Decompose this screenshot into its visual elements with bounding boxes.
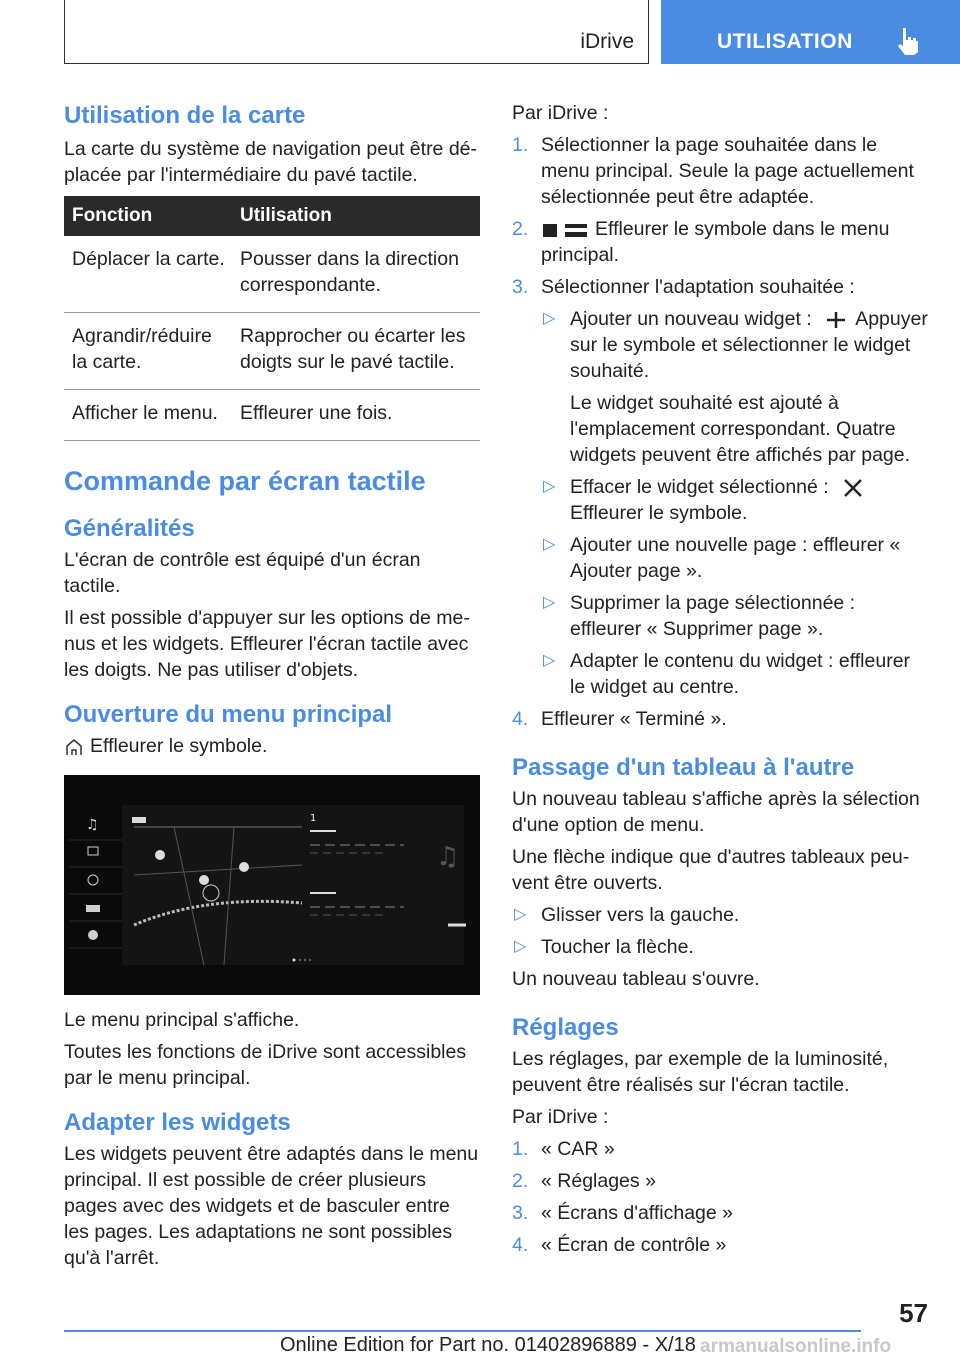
table-row [64,313,480,390]
triangle-bullet-icon: ▷ [543,652,556,669]
table-cell: Effleurer une fois. [232,390,480,441]
list-item [512,216,928,268]
table-cell: Pousser dans la direction correspondante. [232,236,480,313]
step-text: « Réglages » [541,1170,656,1192]
footer-divider [64,1330,861,1332]
list-item [512,1232,928,1258]
option-text: Effleurer le symbole. [570,502,748,524]
left-column [64,100,480,1271]
header-section-label: iDrive [580,30,634,53]
menu-access-text: Toutes les fonctions de iDrive sont accessibles par le menu principal. [64,1041,467,1089]
list-item [512,934,928,960]
triangle-bullet-icon: ▷ [514,906,527,923]
list-item [512,274,928,700]
table-row [64,390,480,441]
step-text: Sélectionner l'adaptation souhaitée : [541,276,855,298]
step-text: « Écran de contrôle » [541,1234,727,1256]
list-item [541,532,928,584]
svg-text:♫: ♫ [436,842,460,872]
step-text: « CAR » [541,1138,615,1160]
list-item [512,1200,928,1226]
adaptation-options-list [541,306,928,700]
list-item [541,590,928,642]
list-item [541,648,928,700]
edit-widgets-icon [541,221,589,239]
table-header-function: Fonction [64,196,232,236]
step-number: 3. [512,1202,529,1224]
list-item [512,1168,928,1194]
settings-paragraph: Les réglages, par exemple de la luminosité, peuvent être réalisés sur l'écran tactile. [512,1048,889,1096]
right-column [512,100,928,1258]
step-number: 4. [512,708,529,730]
list-item [512,1136,928,1162]
triangle-bullet-icon: ▷ [543,478,556,495]
option-note: Le widget souhaité est ajouté à l'emplacement correspondant. Quatre widgets peuvent être affichés par page. [570,392,911,466]
header-section-box [64,0,649,64]
settings-steps-list [512,1136,928,1258]
adapt-widgets-text: Les widgets peuvent être adaptés dans le menu principal. Il est possible de créer plusieurs pages avec des widgets et de basculer entre les pages. Les adaptations ne sont possibles qu'à l'arrêt. [64,1143,479,1269]
step-text: Effleurer le symbole dans le menu principal. [541,218,890,266]
option-text: Effacer le widget sélectionné : [570,476,829,498]
triangle-bullet-icon: ▷ [543,536,556,553]
bullet-text: Glisser vers la gauche. [541,904,740,926]
menu-appears-text: Le menu principal s'affiche. [64,1009,300,1031]
main-menu-screen-graphic [64,775,480,995]
list-item [512,132,928,210]
option-text: Appuyer sur le symbole et sélectionner le widget souhaité. [570,308,928,382]
table-header-usage: Utilisation [232,196,480,236]
open-menu-text: Effleurer le symbole. [90,735,268,757]
option-text: Ajouter un nouveau widget : [570,308,812,330]
svg-text:1: 1 [310,813,317,824]
hand-pointer-icon [894,26,922,56]
step-number: 2. [512,1170,529,1192]
step-number: 3. [512,276,529,298]
list-item [512,706,928,732]
triangle-bullet-icon: ▷ [514,938,527,955]
table-row [64,236,480,313]
option-text: Ajouter une nouvelle page : effleurer « Ajouter page ». [570,534,901,582]
general-paragraph-1: L'écran de contrôle est équipé d'un écran tactile. [64,549,421,597]
header-chapter-label: UTILISATION [717,30,853,53]
step-text: Effleurer « Terminé ». [541,708,727,730]
general-paragraph-2: Il est possible d'appuyer sur les options de menus et les widgets. Effleurer l'écran tactile avec les doigts. Ne pas utiliser d'objets. [64,607,470,681]
step-number: 4. [512,1234,529,1256]
list-item [541,474,928,526]
map-usage-heading: Utilisation de la carte [64,102,306,129]
step-number: 2. [512,218,529,240]
settings-by-idrive: Par iDrive : [512,1106,609,1128]
header-chapter-box [661,0,960,64]
plus-icon [825,311,847,329]
step-number: 1. [512,134,529,156]
table-cell: Agrandir/réduire la carte. [64,313,232,390]
table-header-row [64,196,480,236]
switch-paragraph-2: Une flèche indique que d'autres tableaux peuvent être ouverts. [512,846,910,894]
touch-control-heading: Commande par écran tactile [64,466,426,496]
step-text: « Écrans d'affichage » [541,1202,733,1224]
open-menu-heading: Ouverture du menu principal [64,701,393,728]
table-cell: Déplacer la carte. [64,236,232,313]
settings-heading: Réglages [512,1014,619,1041]
watermark: armanualsonline.info [700,1336,892,1357]
main-menu-screenshot [64,775,480,995]
footer-edition: Online Edition for Part no. 01402896889 - X/18 [280,1334,696,1356]
table-cell: Rapprocher ou écarter les doigts sur le pavé tactile. [232,313,480,390]
map-usage-intro: La carte du système de navigation peut être déplacée par l'intermédiaire du pavé tactile. [64,138,478,186]
list-item [512,902,928,928]
table-cell: Afficher le menu. [64,390,232,441]
option-text: Supprimer la page sélectionnée : effleurer « Supprimer page ». [570,592,856,640]
switch-paragraph-1: Un nouveau tableau s'affiche après la sélection d'une option de menu. [512,788,920,836]
step-number: 1. [512,1138,529,1160]
switch-panel-heading: Passage d'un tableau à l'autre [512,754,855,781]
svg-text:♫: ♫ [86,817,99,833]
open-menu-instruction [64,733,480,759]
list-item [541,306,928,468]
option-text: Adapter le contenu du widget : effleurer le widget au centre. [570,650,911,698]
home-icon [64,737,84,757]
adapt-widgets-heading: Adapter les widgets [64,1109,291,1136]
switch-bullets-list [512,902,928,960]
triangle-bullet-icon: ▷ [543,594,556,611]
bullet-text: Toucher la flèche. [541,936,694,958]
switch-result-text: Un nouveau tableau s'ouvre. [512,968,760,990]
general-heading: Généralités [64,515,195,542]
triangle-bullet-icon: ▷ [543,310,556,327]
widget-steps-list [512,132,928,732]
map-functions-table [64,196,480,441]
by-idrive-label: Par iDrive : [512,102,609,124]
page-number: 57 [899,1298,928,1328]
step-text: Sélectionner la page souhaitée dans le menu principal. Seule la page actuellement sélectionnée peut être adaptée. [541,134,914,208]
close-icon [842,479,864,497]
